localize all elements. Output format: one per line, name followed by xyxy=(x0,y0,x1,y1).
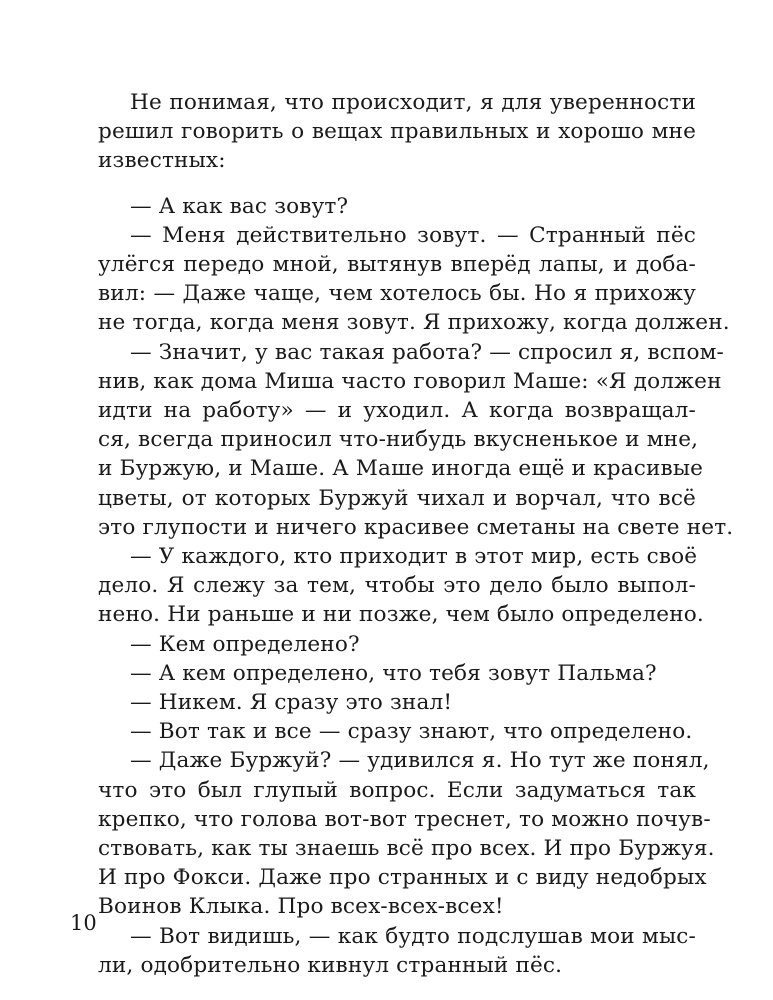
text-line: вил: — Даже чаще, чем хотелось бы. Но я прихожу xyxy=(98,281,696,307)
text-line: дело. Я слежу за тем, чтобы это дело было выпол- xyxy=(98,573,696,599)
dialogue-paragraph xyxy=(98,192,696,221)
text-line: улёгся передо мной, вытянув вперёд лапы, и доба- xyxy=(98,252,696,278)
text-line: нено. Ни раньше и ни позже, чем было определено. xyxy=(98,602,704,628)
text-line: — Кем определено? xyxy=(130,631,360,657)
text-line: — Никем. Я сразу это знал! xyxy=(130,690,453,716)
text-line: что это был глупый вопрос. Если задуматься так xyxy=(98,777,696,803)
dialogue-paragraph xyxy=(98,221,730,338)
text-line: цветы, от которых Буржуй чихал и ворчал, что всё xyxy=(98,485,696,511)
intro-paragraph xyxy=(98,88,696,176)
text-line: — А как вас зовут? xyxy=(130,193,349,219)
text-line: — У каждого, кто приходит в этот мир, есть своё xyxy=(130,544,698,570)
dialogue-paragraph xyxy=(98,688,696,717)
text-line: — Вот так и все — сразу знают, что определено. xyxy=(130,719,693,745)
dialogue-paragraph xyxy=(98,922,696,980)
text-line: идти на работу» — и уходил. А когда возвращал- xyxy=(98,398,696,424)
text-line: ствовать, как ты знаешь всё про всех. И про Буржуя. xyxy=(98,836,715,862)
text-line: — Меня действительно зовут. — Странный пёс xyxy=(130,222,696,248)
text-line: — Вот видишь, — как будто подслушав мои мыс- xyxy=(130,923,696,949)
text-line: ли, одобрительно кивнул странный пёс. xyxy=(98,952,563,978)
dialogue-paragraph xyxy=(98,630,696,659)
text-line: — А кем определено, что тебя зовут Пальма? xyxy=(130,660,657,686)
text-line: решил говорить о вещах правильных и хорошо мне xyxy=(98,119,696,145)
body-text xyxy=(98,88,734,980)
text-line: ся, всегда приносил что-нибудь вкусненькое и мне, xyxy=(98,427,699,453)
dialogue-paragraph xyxy=(98,338,734,542)
text-line: — Даже Буржуй? — удивился я. Но тут же понял, xyxy=(130,748,710,774)
dialogue-paragraph xyxy=(98,542,704,630)
text-line: и Буржую, и Маше. А Маше иногда ещё и красивые xyxy=(98,456,704,482)
dialogue-paragraph xyxy=(98,746,715,921)
text-line: не тогда, когда меня зовут. Я прихожу, когда должен. xyxy=(98,310,730,336)
text-line: это глупости и ничего красивее сметаны на свете нет. xyxy=(98,514,734,540)
dialogue-paragraph xyxy=(98,717,696,746)
page-number: 10 xyxy=(70,911,97,935)
text-line: И про Фокси. Даже про странных и с виду недобрых xyxy=(98,865,707,891)
text-line: нив, как дома Миша часто говорил Маше: «Я должен xyxy=(98,368,722,394)
text-line: Воинов Клыка. Про всех-всех-всех! xyxy=(98,894,504,920)
dialogue-paragraph xyxy=(98,659,696,688)
text-line: известных: xyxy=(98,148,226,174)
paragraph-gap xyxy=(98,176,696,192)
text-line: — Значит, у вас такая работа? — спросил я, вспом- xyxy=(130,339,724,365)
text-line: крепко, что голова вот-вот треснет, то можно почув- xyxy=(98,806,711,832)
text-line: Не понимая, что происходит, я для уверенности xyxy=(130,90,696,115)
